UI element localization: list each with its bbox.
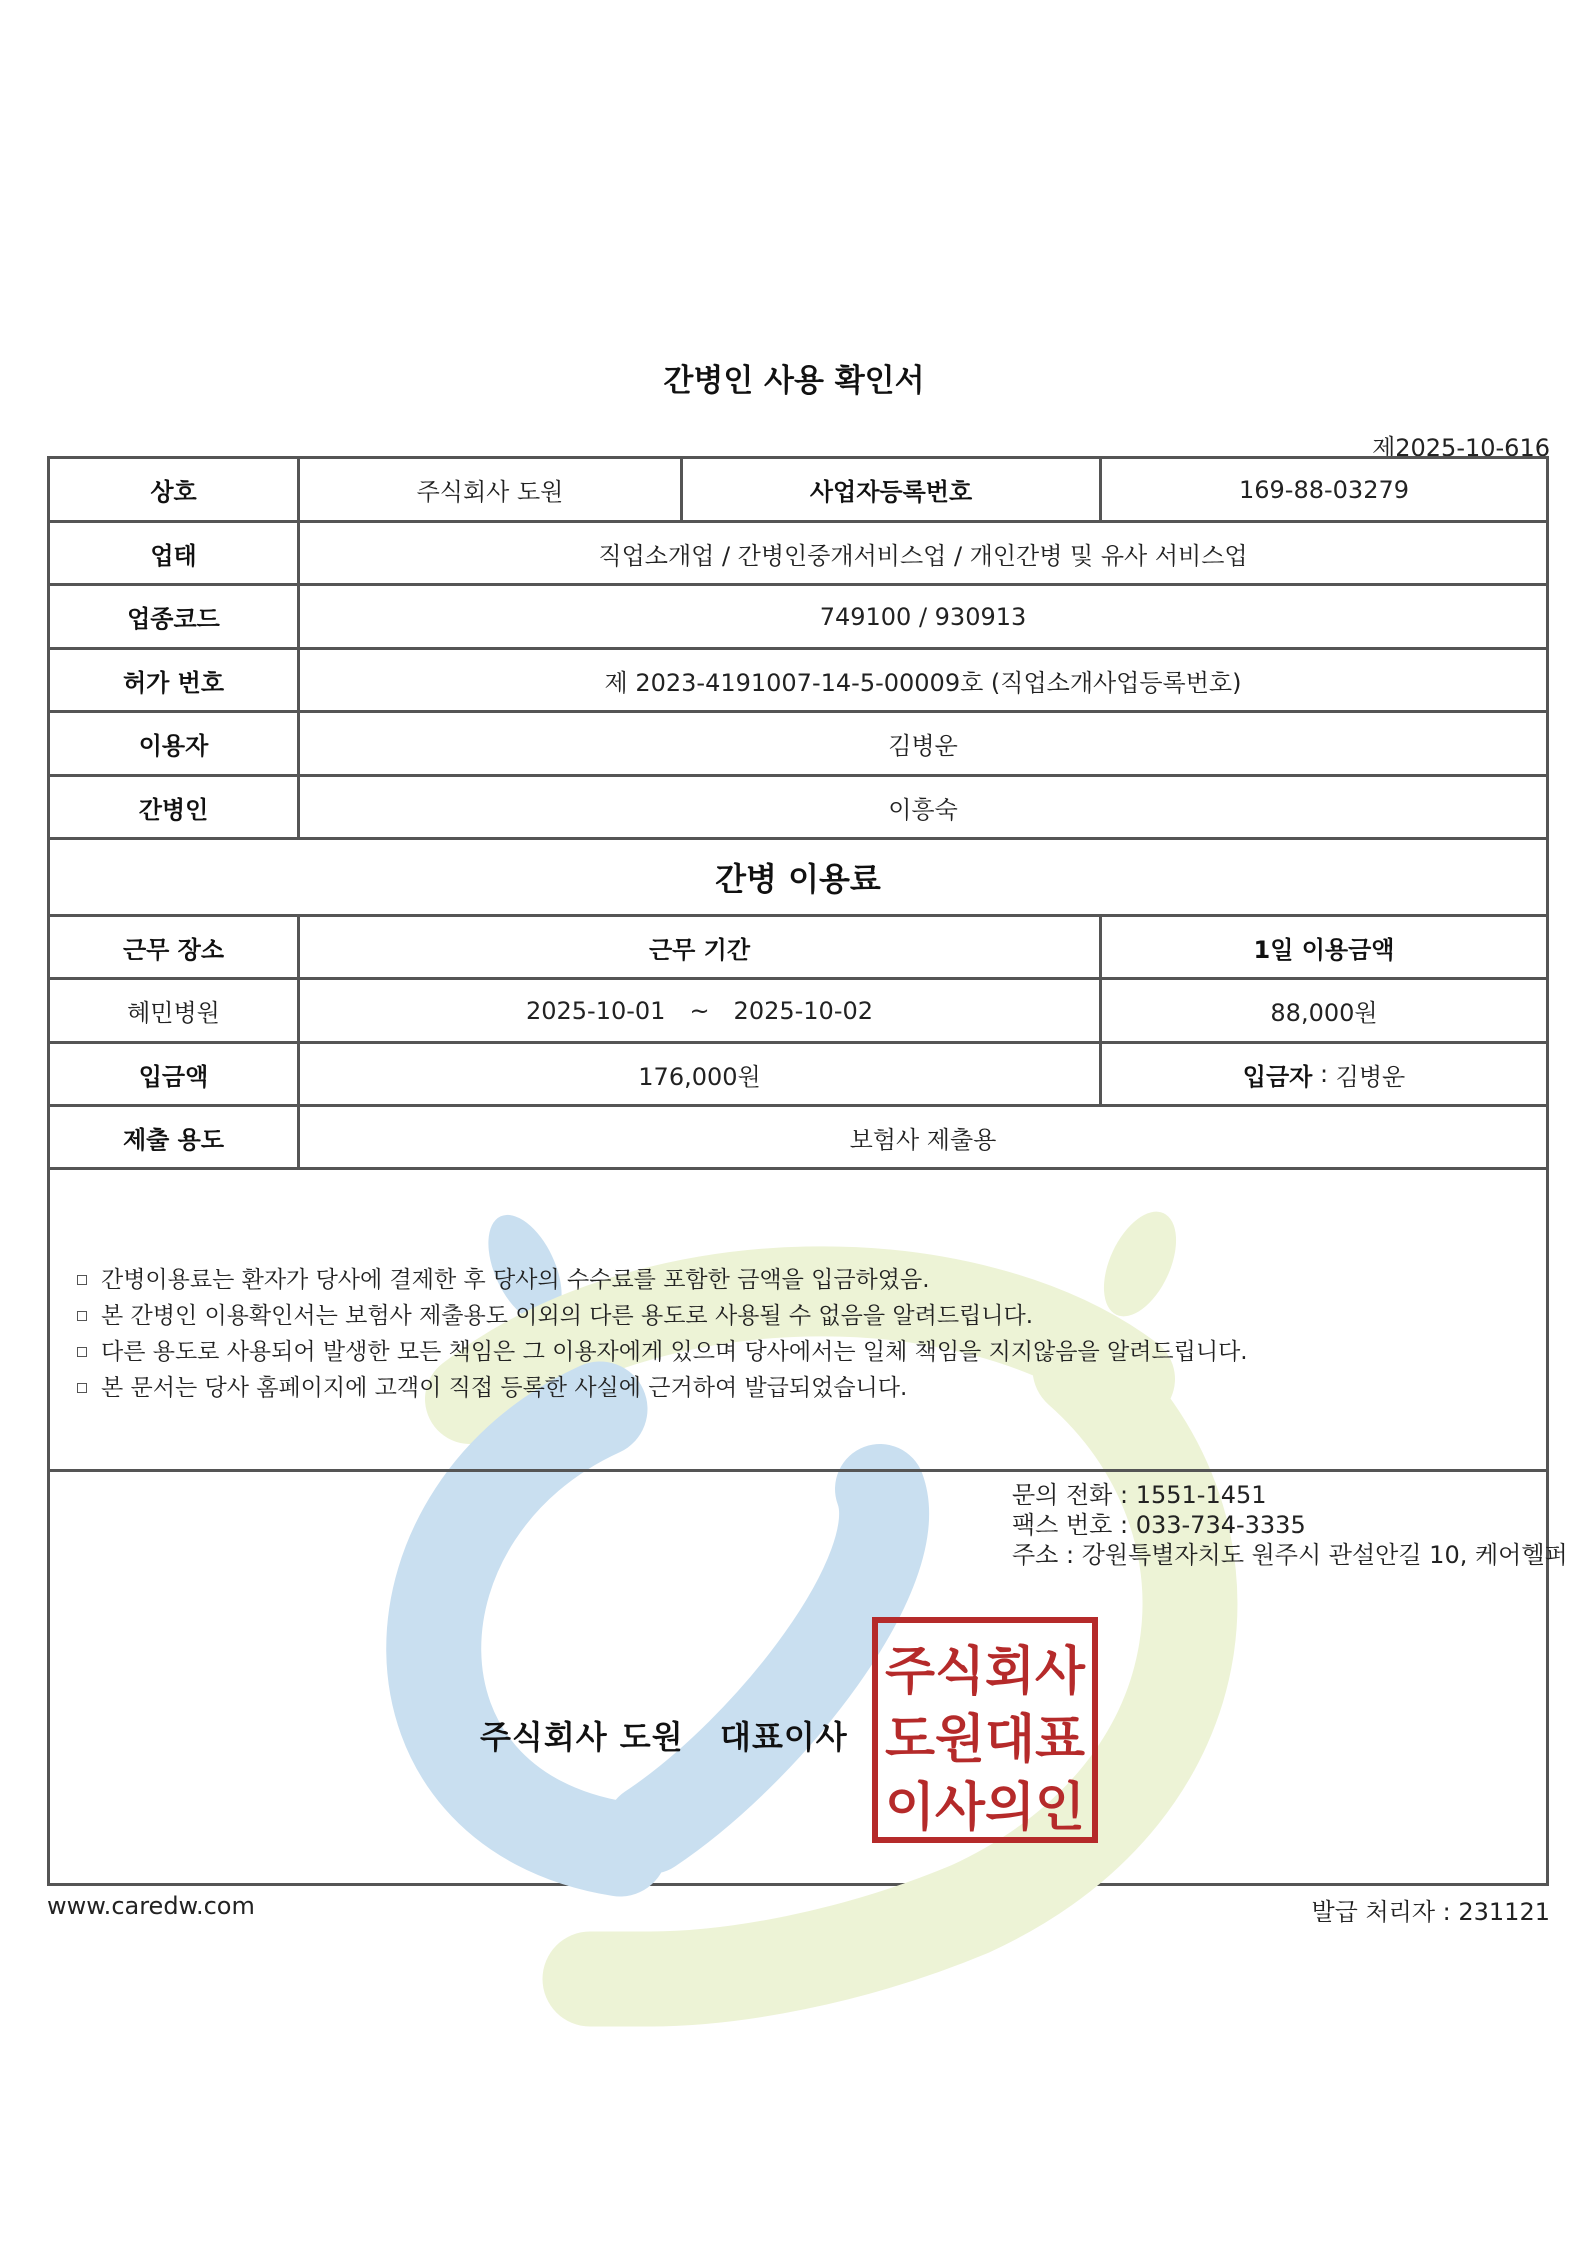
row-user: [50, 713, 1546, 777]
row-purpose: [50, 1107, 1546, 1170]
code-value: 749100 / 930913: [819, 602, 1027, 631]
business-value: 직업소개업 / 간병인중개서비스업 / 개인간병 및 유사 서비스업: [598, 541, 1248, 570]
row-permit: [50, 650, 1546, 713]
bullet-square-icon: [77, 1311, 87, 1321]
user-label: 이용자: [50, 713, 300, 774]
row-fee-values: [50, 980, 1546, 1044]
signer-name: 주식회사 도원 대표이사: [480, 1718, 848, 1756]
certificate-frame: [47, 456, 1549, 1886]
svg-text:주식회사: 주식회사: [885, 1642, 1086, 1702]
note-item: 본 간병인 이용확인서는 보험사 제출용도 이외의 다른 용도로 사용될 수 없음을 알려드립니다.: [73, 1298, 1513, 1334]
permit-value: 제 2023-4191007-14-5-00009호 (직업소개사업등록번호): [604, 668, 1242, 697]
daily-amount-value: 88,000원: [1270, 999, 1378, 1027]
caregiver-value: 이흥숙: [888, 795, 958, 824]
row-caregiver: [50, 777, 1546, 840]
svg-text:이사의인: 이사의인: [885, 1778, 1085, 1838]
depositor-value: 김병운: [1335, 1062, 1406, 1091]
row-fee-title: [50, 840, 1546, 917]
bullet-square-icon: [77, 1275, 87, 1285]
row-industry-code: [50, 586, 1546, 650]
note-item: 본 문서는 당사 홈페이지에 고객이 직접 등록한 사실에 근거하여 발급되었습니다.: [73, 1370, 1513, 1406]
caregiver-label: 간병인: [50, 777, 300, 837]
company-label: 상호: [50, 459, 300, 520]
period-value: [300, 980, 1102, 1041]
purpose-value: 보험사 제출용: [849, 1125, 997, 1154]
bizno-value: 169-88-03279: [1238, 475, 1409, 504]
period-end: 2025-10-02: [733, 996, 874, 1025]
website-link[interactable]: www.caredw.com: [47, 1892, 255, 1920]
period-start: 2025-10-01: [525, 996, 666, 1025]
depositor-label: 입금자: [1242, 1062, 1313, 1091]
daily-amount-label: 1일 이용금액: [1253, 935, 1395, 964]
period-label: 근무 기간: [300, 917, 1102, 977]
workplace-label: 근무 장소: [50, 917, 300, 977]
contact-info: [1012, 1480, 1568, 1570]
row-company: [50, 459, 1546, 523]
fee-section-title: 간병 이용료: [715, 860, 881, 898]
note-item: 간병이용료는 환자가 당사에 결제한 후 당사의 수수료를 포함한 금액을 입금하였음.: [73, 1262, 1513, 1298]
depositor: [1102, 1044, 1546, 1104]
company-seal-icon: [872, 1617, 1098, 1843]
row-business: [50, 523, 1546, 586]
document-title: 간병인 사용 확인서: [663, 363, 925, 399]
notes-list: [73, 1262, 1513, 1406]
row-deposit: [50, 1044, 1546, 1107]
contact-address: 주소 : 강원특별자치도 원주시 관설안길 10, 케어헬퍼: [1012, 1541, 1568, 1569]
workplace-value: 혜민병원: [50, 980, 300, 1041]
permit-label: 허가 번호: [50, 650, 300, 710]
depositor-separator: :: [1312, 1060, 1336, 1088]
bullet-square-icon: [77, 1383, 87, 1393]
contact-phone: 문의 전화 : 1551-1451: [1012, 1481, 1267, 1509]
svg-text:도원대표: 도원대표: [885, 1710, 1085, 1770]
code-label: 업종코드: [50, 586, 300, 647]
business-label: 업태: [50, 523, 300, 583]
bullet-square-icon: [77, 1347, 87, 1357]
company-value: 주식회사 도원: [300, 459, 683, 520]
issue-handler: 발급 처리자 : 231121: [1311, 1898, 1550, 1926]
note-item: 다른 용도로 사용되어 발생한 모든 책임은 그 이용자에게 있으며 당사에서는 일체 책임을 지지않음을 알려드립니다.: [73, 1334, 1513, 1370]
contact-fax: 팩스 번호 : 033-734-3335: [1012, 1511, 1306, 1539]
row-fee-headers: [50, 917, 1546, 980]
purpose-label: 제출 용도: [50, 1107, 300, 1167]
deposit-label: 입금액: [50, 1044, 300, 1104]
deposit-value: 176,000원: [300, 1044, 1102, 1104]
bizno-label: 사업자등록번호: [683, 459, 1102, 520]
period-separator: ~: [689, 996, 710, 1025]
user-value: 김병운: [888, 732, 958, 760]
document-number: 제2025-10-616: [1372, 434, 1550, 462]
